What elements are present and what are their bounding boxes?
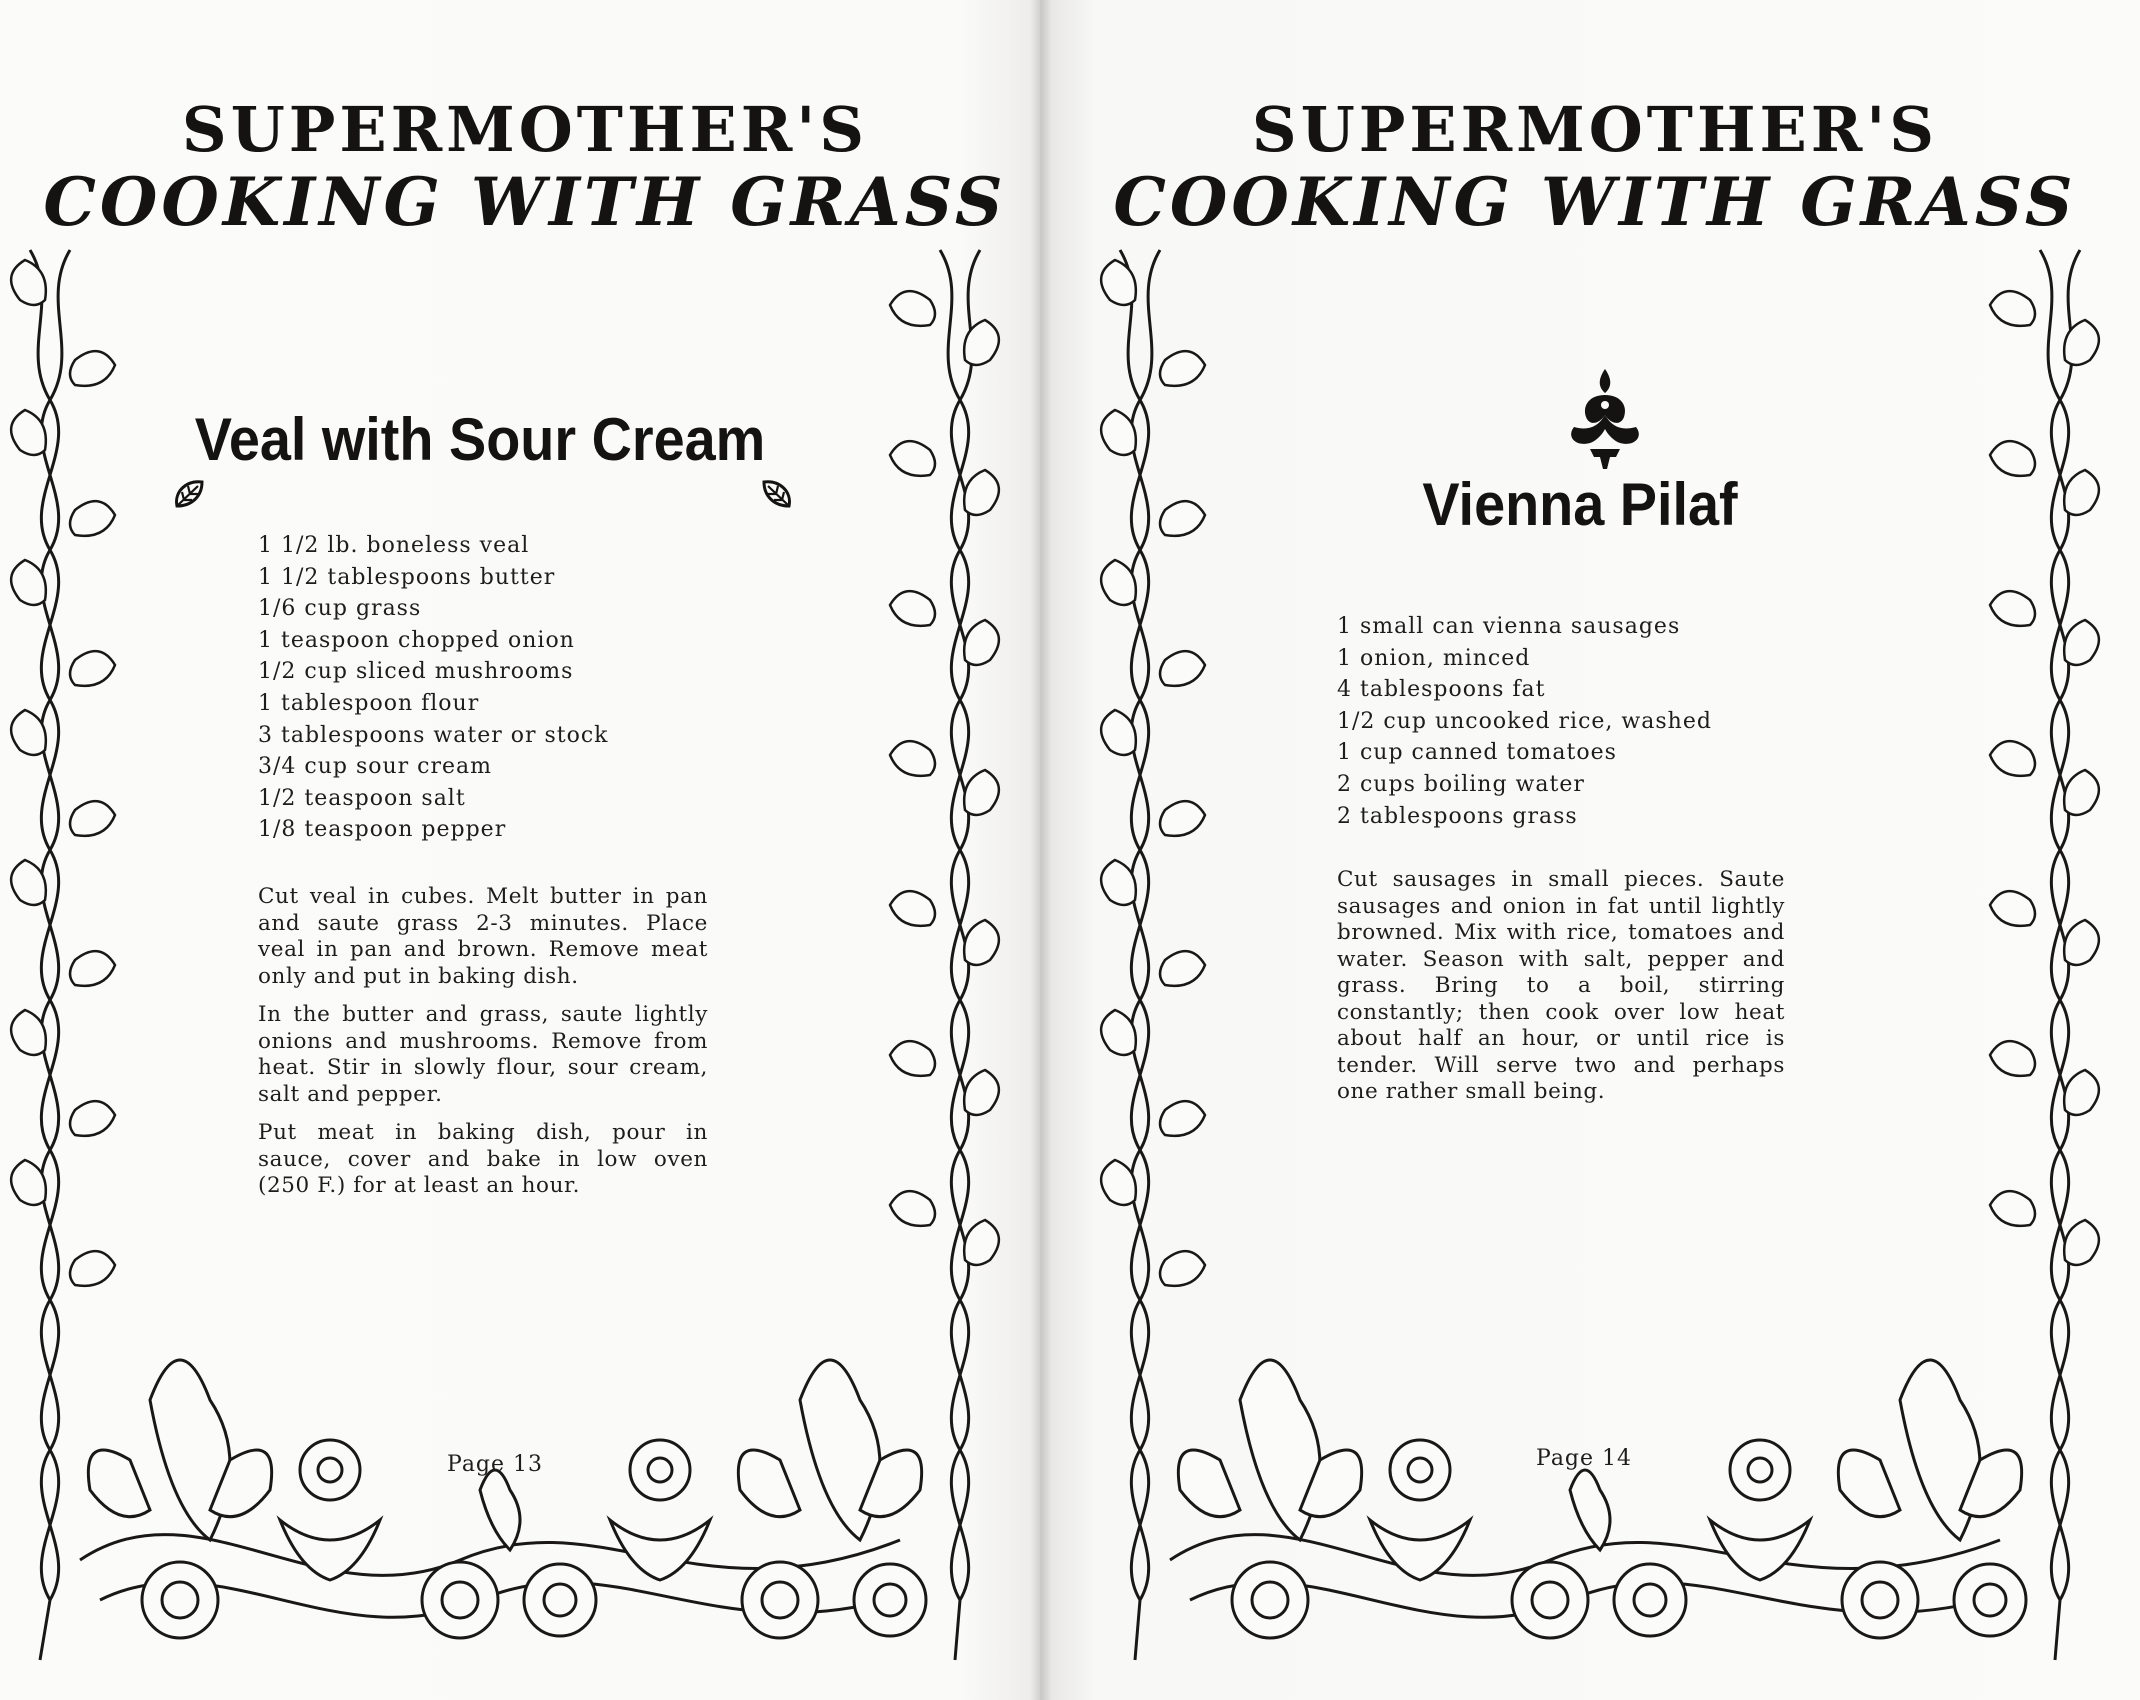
ingredient-item: 3/4 cup sour cream — [258, 754, 493, 780]
floral-cornucopia-footer-left — [80, 1360, 926, 1638]
ingredient-item: 1 teaspoon chopped onion — [258, 627, 575, 653]
leaf-ornament-icon — [172, 478, 206, 510]
ingredient-item: 1/2 teaspoon salt — [258, 785, 466, 811]
book-header-left — [40, 95, 1010, 239]
vine-border-right — [1040, 0, 2140, 1700]
ingredient-item: 1/2 cup sliced mushrooms — [258, 659, 574, 685]
instruction-paragraph: Cut veal in cubes. Melt butter in pan and saute grass 2-3 minutes. Place veal in pan and brown. Remove meat only and put in baking dish. — [258, 884, 708, 989]
ingredient-item: 1/8 teaspoon pepper — [258, 817, 507, 843]
leaf-ornament-icon — [760, 478, 794, 510]
header-line1: SUPERMOTHER'S — [1251, 93, 1939, 166]
ingredient-item: 1 1/2 lb. boneless veal — [258, 533, 530, 558]
ingredient-item: 1 small can vienna sausages — [1337, 614, 1681, 639]
book-header-right — [1100, 95, 2090, 239]
page-number: Page 13 — [447, 1452, 544, 1477]
instructions — [258, 884, 708, 1212]
recipe-title: Veal with Sour Cream — [194, 406, 766, 473]
right-page — [1040, 0, 2140, 1700]
header-line2: COOKING WITH GRASS — [1113, 163, 2077, 241]
vine-border-left — [0, 0, 1045, 1700]
instruction-paragraph: In the butter and grass, saute lightly onions and mushrooms. Remove from heat. Stir in slowly flour, sour cream, salt and pepper. — [258, 1002, 708, 1107]
floral-cornucopia-footer-right — [1170, 1360, 2026, 1638]
ingredient-item: 4 tablespoons fat — [1337, 677, 1546, 703]
ingredient-list — [1337, 611, 1712, 832]
ingredient-item: 1 tablespoon flour — [258, 690, 480, 716]
ingredient-item: 1 cup canned tomatoes — [1337, 740, 1617, 766]
ingredient-item: 1/2 cup uncooked rice, washed — [1337, 708, 1712, 734]
ingredient-item: 1 1/2 tablespoons butter — [258, 564, 556, 590]
book-gutter — [1030, 0, 1052, 1700]
instruction-paragraph: Cut sausages in small pieces. Saute sausages and onion in fat until lightly browned. Mix with rice, tomatoes and water. Season with salt, pepper and grass. Bring to a boil, stirring constantly; then cook over low heat about half an hour, or until rice is tender. Will serve two and perhaps one rather small being. — [1337, 867, 1785, 1104]
left-page — [0, 0, 1045, 1700]
ingredient-item: 1 onion, minced — [1337, 645, 1531, 671]
header-line1: SUPERMOTHER'S — [181, 93, 869, 166]
ingredient-item: 2 cups boiling water — [1337, 771, 1585, 797]
recipe-title: Vienna Pilaf — [1422, 471, 1738, 538]
ingredient-item: 3 tablespoons water or stock — [258, 722, 609, 748]
instructions — [1337, 867, 1785, 1118]
ingredient-list — [258, 530, 609, 846]
page-number: Page 14 — [1536, 1446, 1633, 1471]
instruction-paragraph: Put meat in baking dish, pour in sauce, cover and bake in low oven (250 F.) for at least an hour. — [258, 1120, 708, 1198]
ingredient-item: 1/6 cup grass — [258, 596, 422, 622]
ingredient-item: 2 tablespoons grass — [1337, 803, 1578, 829]
fleur-ornament-icon — [1560, 365, 1650, 475]
header-line2: COOKING WITH GRASS — [43, 163, 1007, 241]
